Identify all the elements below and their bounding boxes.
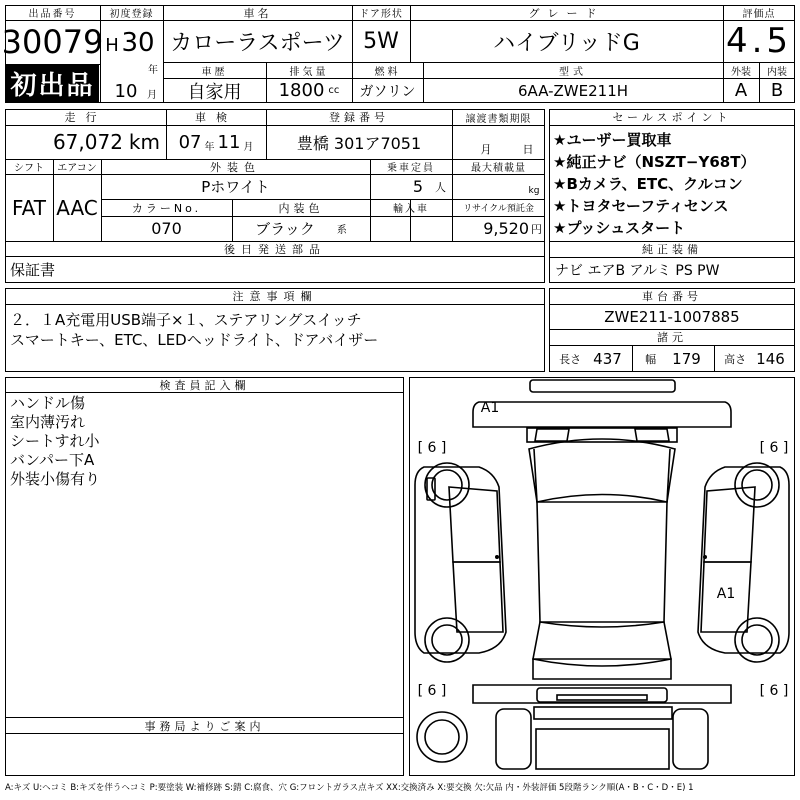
displacement-label: 排気量 <box>289 66 329 78</box>
registration-number-label: 登録番号 <box>329 111 389 124</box>
ac: AAC <box>56 195 98 220</box>
genuine-equipment-label: 純正装備 <box>642 243 702 256</box>
damage-legend: A:キズ U:ヘコミ B:キズを伴うヘコミ P:要塗装 W:補修跡 S:錆 C:腐食、穴 G:フロントガラス点キズ XX:交換済み X:要交換 欠:欠品 内・外装評価 5段階ランク順(A・B・C・D・E) 1 <box>5 783 694 793</box>
car-name: カローラスポーツ <box>170 30 345 56</box>
document-deadline-label: 譲渡書類期限 <box>465 113 532 125</box>
door-type-label: ドア形状 <box>359 9 403 20</box>
damage-mark-front: A1 <box>480 400 500 416</box>
chassis-number-label: 車台番号 <box>642 290 702 303</box>
recycle-fee-value: 9,520 <box>483 219 529 238</box>
mileage <box>5 125 166 159</box>
first-reg-year: 30 <box>121 28 155 58</box>
era: H <box>105 34 119 56</box>
displacement-value: 1800 <box>278 80 325 101</box>
import-label: 輸入車 <box>393 204 429 215</box>
grade: ハイブリッドG <box>493 30 640 56</box>
inspection-year-unit: 年 <box>204 142 215 153</box>
interior-grade-label: 内装 <box>767 66 787 78</box>
inspection-date <box>166 125 266 159</box>
max-load-unit: kg <box>528 186 540 196</box>
inspector-line: 外装小傷有り <box>10 470 101 488</box>
interior-color-unit: 系 <box>336 225 347 236</box>
width-label: 幅 <box>645 352 657 366</box>
inspection-month-unit: 月 <box>243 142 254 153</box>
fuel-label: 燃料 <box>374 66 401 78</box>
tire-depth-front-left: [ 6 ] <box>417 440 447 456</box>
interior-grade: B <box>770 80 784 101</box>
capacity-label: 乗車定員 <box>387 163 435 174</box>
damage-mark-side: A1 <box>716 586 736 602</box>
lot-number: 30079 <box>1 23 104 61</box>
capacity-unit: 人 <box>435 180 446 194</box>
car-name-label: 車名 <box>243 6 272 20</box>
height-value: 146 <box>756 349 785 368</box>
sales-point-item: ★トヨタセーフティセンス <box>553 197 729 215</box>
first-registration-label: 初度登録 <box>109 9 154 20</box>
tire-depth-rear-right: [ 6 ] <box>759 683 789 699</box>
dimensions-label: 諸元 <box>657 331 687 344</box>
color-number-label: カラーNo. <box>131 201 202 215</box>
chassis-number: ZWE211-1007885 <box>604 307 740 326</box>
document-deadline-day-unit: 日 <box>522 143 534 156</box>
later-parts-label: 後日発送部品 <box>224 243 326 256</box>
mileage-label: 走行 <box>64 111 107 124</box>
height-label: 高さ <box>724 352 747 366</box>
sales-point-item: ★プッシュスタート <box>553 219 686 237</box>
sales-points-list <box>553 129 793 239</box>
car-outline-diagram <box>409 377 795 776</box>
length-value: 437 <box>593 349 622 368</box>
tire-depth-front-right: [ 6 ] <box>759 440 789 456</box>
score: 4.5 <box>725 21 793 61</box>
document-deadline-month-unit: 月 <box>480 143 492 156</box>
color-number: 070 <box>151 219 182 238</box>
year-unit: 年 <box>148 64 158 76</box>
exterior-grade: A <box>734 80 748 101</box>
shift: FAT <box>11 195 46 220</box>
model-code-label: 型式 <box>559 66 587 78</box>
genuine-equipment-value: ナビ エアB アルミ PS PW <box>555 263 720 279</box>
later-parts-value: 保証書 <box>10 261 56 279</box>
registration-number: 豊橋 301ア7051 <box>296 133 422 153</box>
width-value: 179 <box>672 349 701 368</box>
notes-text <box>10 310 540 350</box>
interior-color-label: 内装色 <box>278 201 324 215</box>
inspection-month: 11 <box>217 132 241 153</box>
notes-line: ２．１A充電用USB端子×１、ステアリングスイッチ <box>10 311 362 329</box>
month-unit: 月 <box>147 89 157 101</box>
model-code: 6AA-ZWE211H <box>517 81 629 100</box>
lot-number-label: 出品番号 <box>28 9 77 20</box>
displacement <box>266 78 352 103</box>
recycle-fee-unit: 円 <box>531 222 542 236</box>
mileage-unit: km <box>128 130 160 154</box>
office-notice-label: 事務局よりご案内 <box>144 719 265 733</box>
score-label: 評価点 <box>742 9 776 20</box>
shift-label: シフト <box>14 163 44 174</box>
recycle-fee-label: リサイクル預託金 <box>463 204 534 214</box>
history: 自家用 <box>187 81 242 103</box>
inspector-line: シートすれ小 <box>10 432 100 450</box>
dimension-height <box>714 345 795 372</box>
sales-point-item: ★Bカメラ、ETC、クルコン <box>553 175 743 193</box>
ac-label: エアコン <box>57 163 97 174</box>
length-label: 長さ <box>559 352 582 366</box>
inspector-line: ハンドル傷 <box>10 394 86 412</box>
inspector-line: バンパー下A <box>10 451 95 469</box>
mileage-value: 67,072 <box>52 130 123 154</box>
inspector-notes <box>10 394 400 489</box>
notes-line: スマートキー、ETC、LEDヘッドライト、ドアバイザー <box>10 331 379 349</box>
tire-depth-rear-left: [ 6 ] <box>417 683 447 699</box>
max-load-label: 最大積載量 <box>471 163 526 174</box>
interior-color-value: ブラック <box>255 220 315 238</box>
inspection-label: 車検 <box>195 111 237 124</box>
dimension-length <box>549 345 632 372</box>
sales-points-label: セールスポイント <box>612 111 732 124</box>
inspector-line: 室内薄汚れ <box>10 413 86 431</box>
recycle-fee <box>452 216 545 241</box>
interior-color <box>232 216 370 241</box>
displacement-unit: cc <box>328 85 340 96</box>
exterior-grade-label: 外装 <box>731 66 751 78</box>
dimension-width <box>632 345 714 372</box>
notes-label: 注意事項欄 <box>232 290 318 303</box>
door-type: 5W <box>363 28 399 54</box>
sales-point-item: ★純正ナビ（NSZT−Y68T） <box>553 153 756 171</box>
sales-point-item: ★ユーザー買取車 <box>553 131 672 149</box>
exterior-color: Pホワイト <box>201 178 270 196</box>
inspector-label: 検査員記入欄 <box>159 378 250 392</box>
first-reg-month: 10 <box>114 80 138 102</box>
first-listing-badge: 初出品 <box>6 65 99 102</box>
history-label: 車歴 <box>201 66 228 78</box>
capacity <box>370 174 452 199</box>
capacity-value: 5 <box>412 177 423 196</box>
grade-label: グレード <box>528 6 605 20</box>
fuel: ガソリン <box>359 83 416 100</box>
exterior-color-label: 外装色 <box>210 160 261 174</box>
inspection-year: 07 <box>178 132 202 153</box>
